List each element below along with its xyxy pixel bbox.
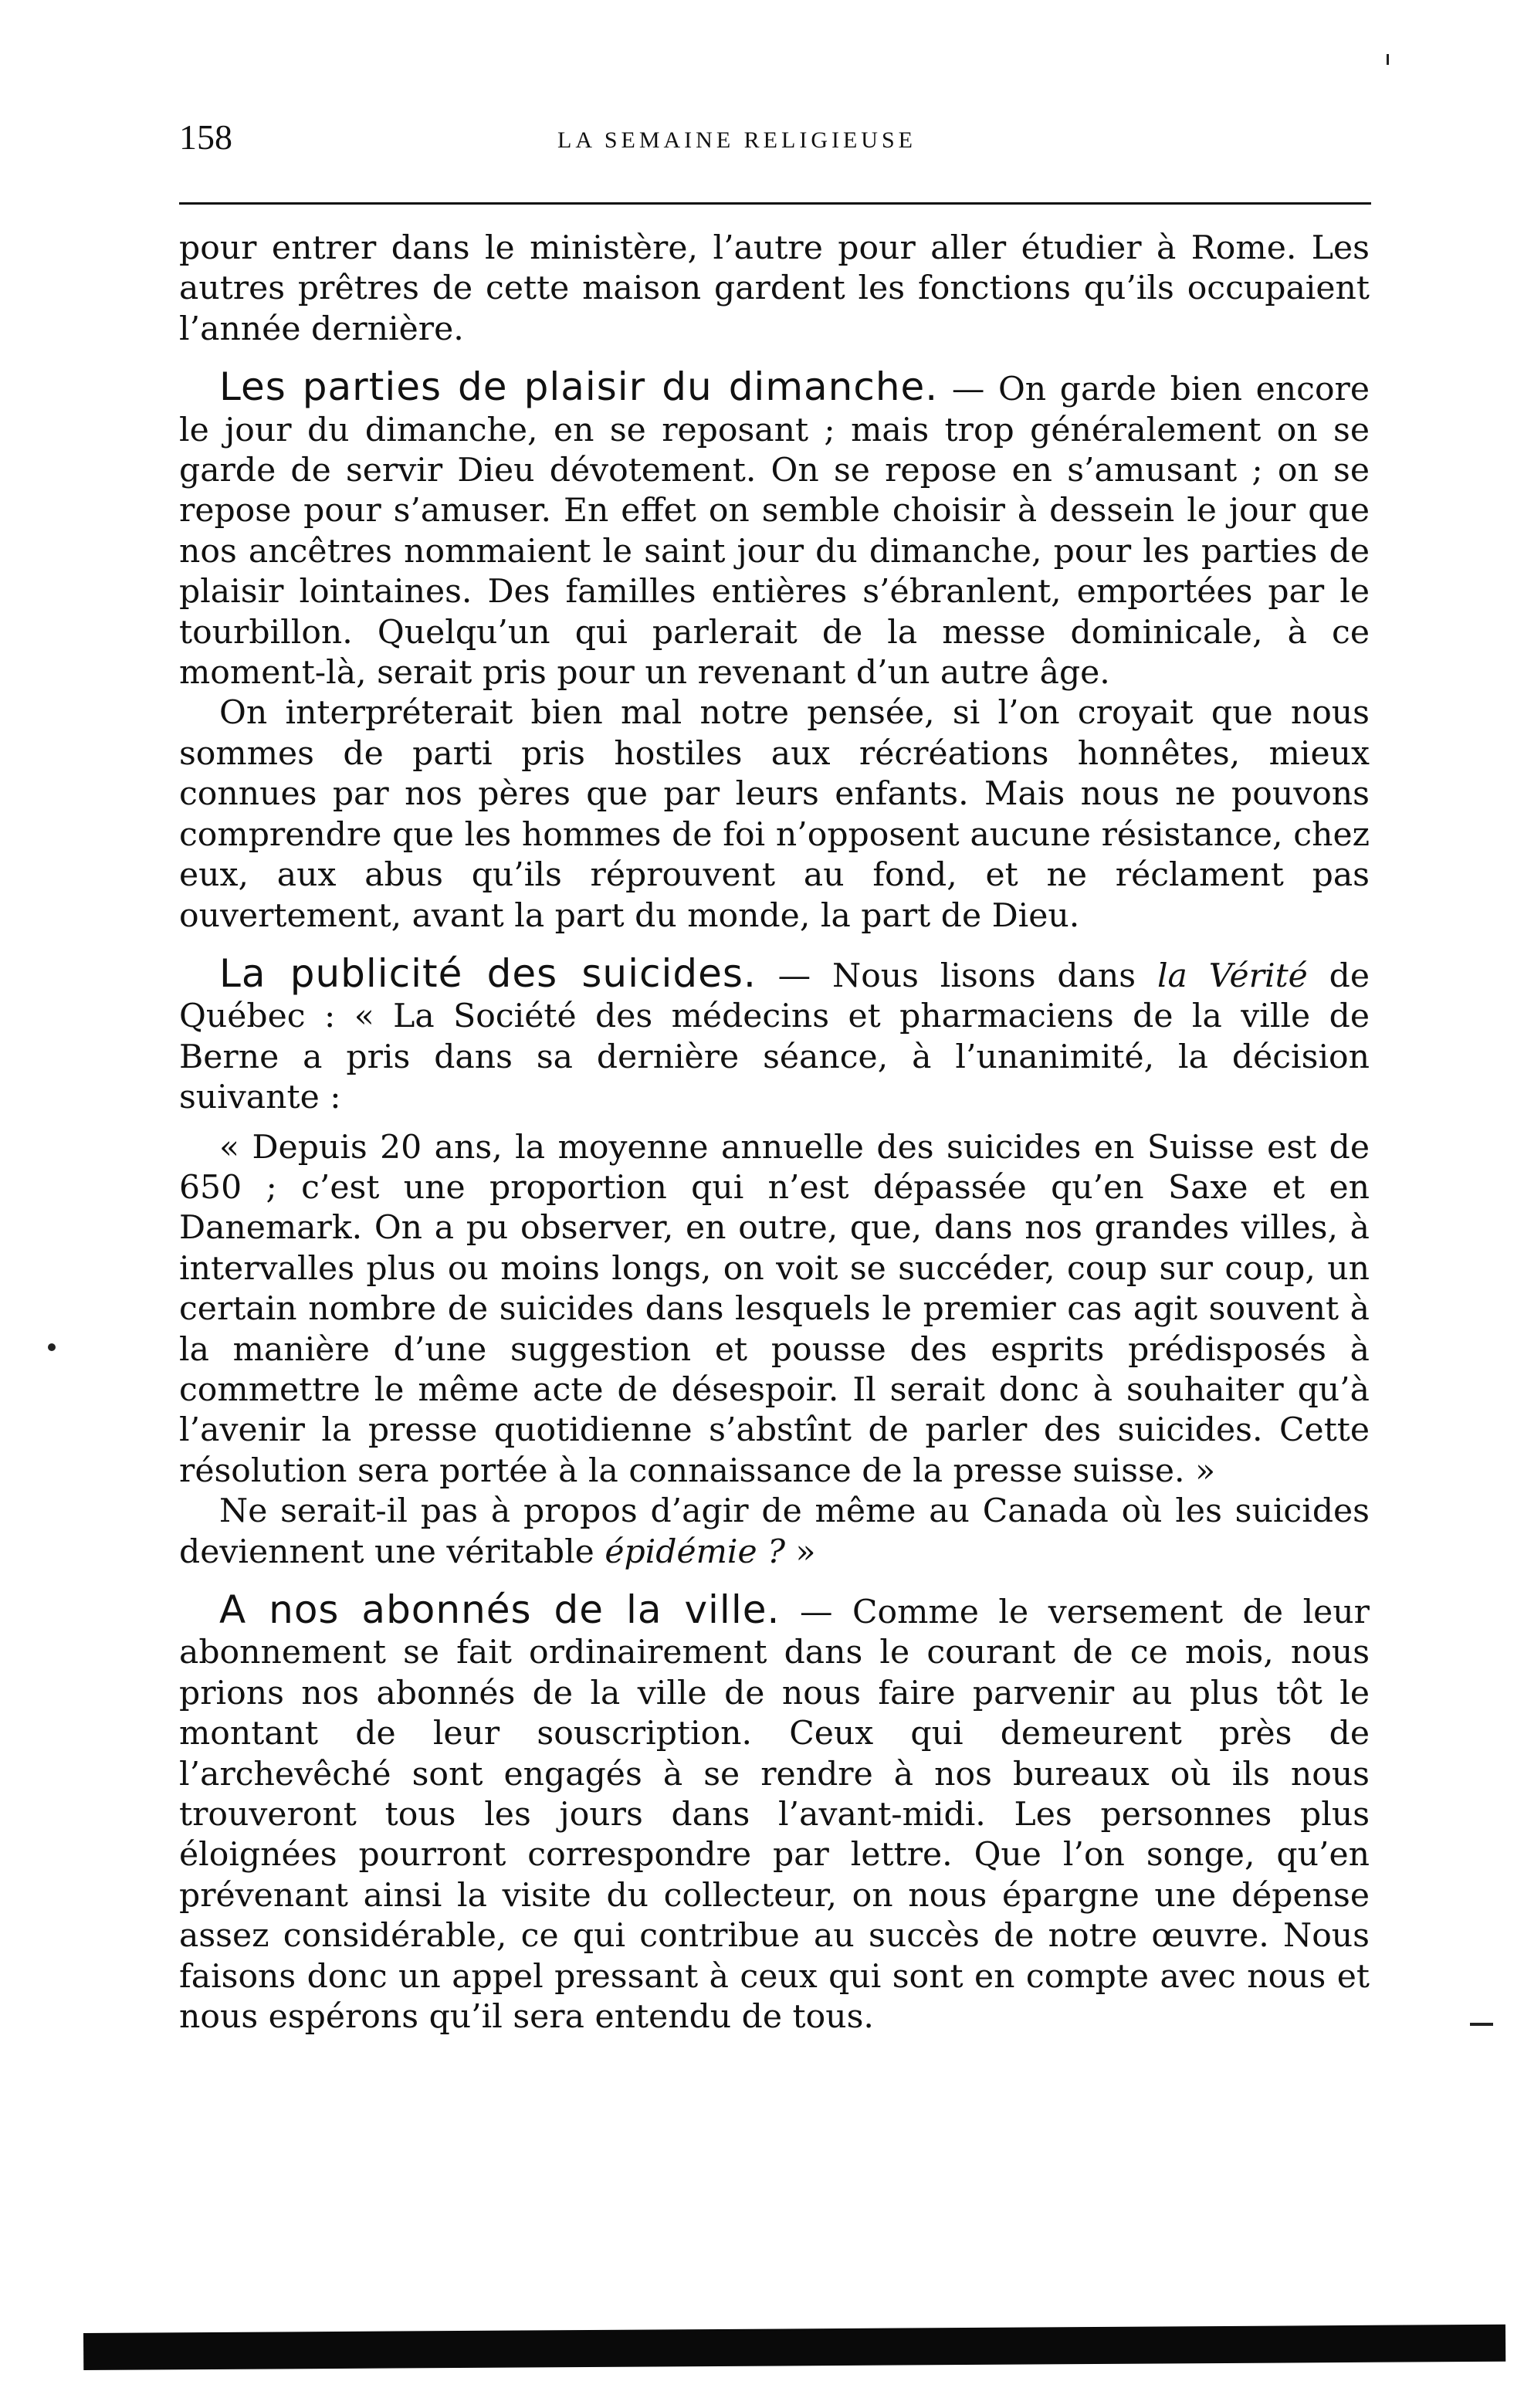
page-number: 158 <box>179 117 232 157</box>
paragraph <box>179 1492 1370 1573</box>
section-sunday-leisure <box>179 364 1370 693</box>
section-heading: La publicité des suicides. <box>219 950 757 996</box>
section-city-subscribers <box>179 1587 1370 2037</box>
header-rule <box>179 202 1371 205</box>
paragraph-text: » <box>784 1533 816 1571</box>
paragraph-text: — Nous lisons dans <box>756 957 1157 995</box>
paragraph-text: « Depuis 20 ans, la moyenne annuelle des suicides en Suisse est de 650 ; c’est une proportion qui n’est dépassée qu’en Saxe et en Danemark. On a pu observer, en outre, que, dans nos grandes villes, à intervalles plus ou moins longs, on voit se succéder, coup sur coup, un certain nombre de suicides dans lesquels le premier cas agit souvent à la manière d’une suggestion et pousse des esprits prédisposés à commettre le même acte de désespoir. Il serait donc à souhaiter qu’à l’avenir la presse quotidienne s’abstînt de parler des suicides. Cette résolution sera portée à la connaissance de la presse suisse. » <box>179 1128 1370 1490</box>
article-body <box>179 229 1370 2037</box>
paragraph-text: On interpréterait bien mal notre pensée, si l’on croyait que nous sommes de parti pris hostiles aux récréations honnêtes, mieux connues par nos pères que par leurs enfants. Mais nous ne pouvons comprendre que les hommes de foi n’opposent aucune résistance, chez eux, aux abus qu’ils réprouvent au fond, et ne réclament pas ouvertement, avant la part du monde, la part de Dieu. <box>179 694 1370 935</box>
newspaper-title: la Vérité <box>1157 957 1308 995</box>
paragraph-continuation <box>179 229 1370 350</box>
paragraph-text: — Comme le versement de leur abonnement se fait ordinairement dans le courant de ce mois, nous prions nos abonnés de la ville de nous faire parvenir au plus tôt le montant de leur souscription. Ceux qui demeurent près de l’archevêché sont engagés à se rendre à nos bureaux où ils nous trouveront tous les jours dans l’avant-midi. Les personnes plus éloignées pourront correspondre par lettre. Que l’on songe, qu’en prévenant ainsi la visite du collecteur, on nous épargne une dépense assez considérable, ce qui contribue au succès de notre œuvre. Nous faisons donc un appel pressant à ceux qui sont en compte avec nous et nous espérons qu’il sera entendu de tous. <box>179 1593 1370 2037</box>
paragraph-text: de Québec : « La Société des médecins et pharmaciens de la ville de Berne a pris dans sa dernière séance, à l’unanimité, la décision suivante : <box>179 957 1370 1117</box>
scan-edge-bar <box>83 2325 1505 2370</box>
italic-word: épidémie ? <box>605 1533 785 1571</box>
paragraph-text: pour entrer dans le ministère, l’autre pour aller étudier à Rome. Les autres prêtres de cette maison gardent les fonctions qu’ils occupaient l’année dernière. <box>179 229 1370 348</box>
paragraph <box>179 693 1370 936</box>
margin-tick <box>1470 2023 1493 2026</box>
margin-dot <box>48 1343 56 1351</box>
running-title: LA SEMAINE RELIGIEUSE <box>557 127 916 153</box>
quoted-paragraph <box>179 1128 1370 1492</box>
page-header <box>179 116 1368 170</box>
section-heading: A nos abonnés de la ville. <box>219 1587 781 1632</box>
section-heading: Les parties de plaisir du dimanche. <box>219 364 939 410</box>
section-suicide-publicity <box>179 950 1370 1119</box>
paragraph-text: Ne serait-il pas à propos d’agir de même au Canada où les suicides deviennent une véritable <box>179 1492 1370 1571</box>
paragraph-text: — On garde bien encore le jour du dimanche, en se reposant ; mais trop généralement on se garde de servir Dieu dévotement. On se repose en s’amusant ; on se repose pour s’amuser. En effet on semble choisir à dessein le jour que nos ancêtres nommaient le saint jour du dimanche, pour les parties de plaisir lointaines. Des familles entières s’ébranlent, emportées par le tourbillon. Quelqu’un qui parlerait de la messe dominicale, à ce moment-là, serait pris pour un revenant d’un autre âge. <box>179 371 1370 693</box>
margin-tick <box>1387 54 1389 65</box>
